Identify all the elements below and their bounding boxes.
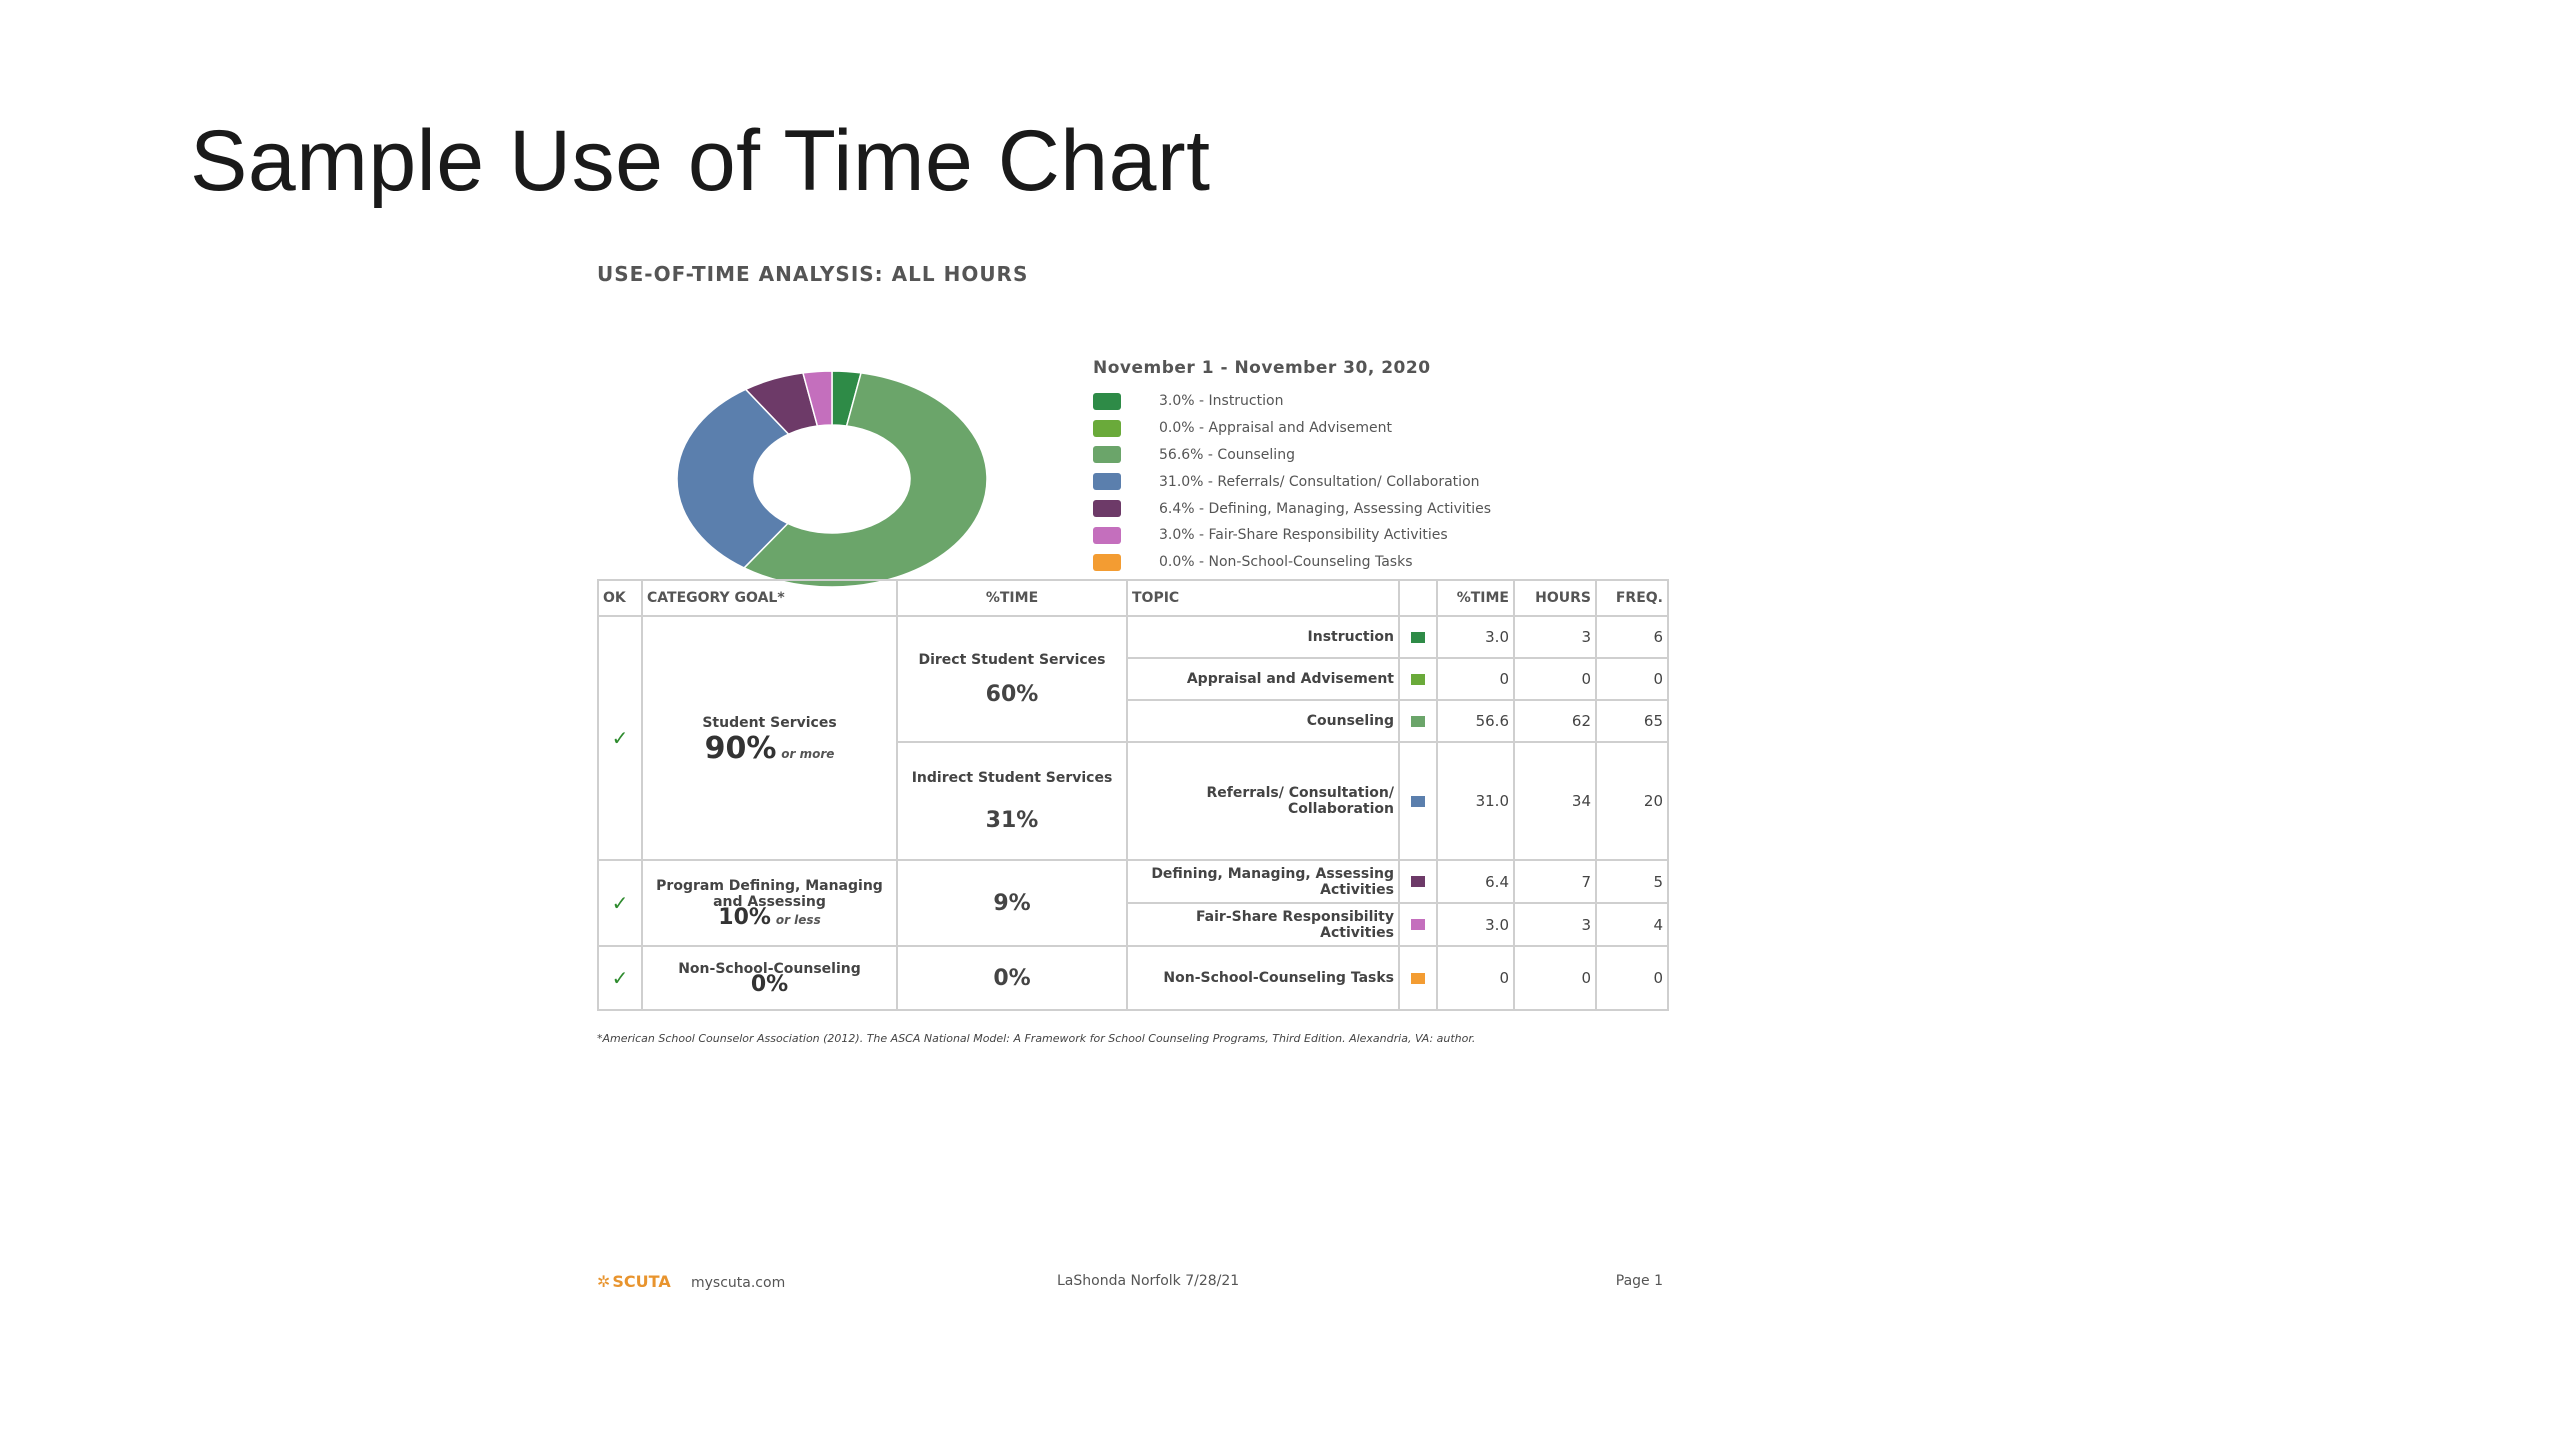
- legend-swatch: [1093, 473, 1121, 490]
- subgroup-percent: 0%: [993, 965, 1031, 991]
- report-document: [597, 262, 1669, 1291]
- footer-author: LaShonda Norfolk 7/28/21: [1057, 1273, 1240, 1289]
- hours-cell: 62: [1514, 700, 1596, 742]
- check-icon: ✓: [598, 860, 642, 946]
- freq-cell: 0: [1596, 658, 1668, 700]
- logo-text: SCUTA: [612, 1272, 671, 1291]
- legend-label: 56.6% - Counseling: [1159, 446, 1295, 463]
- pct-cell: 3.0: [1437, 616, 1514, 658]
- legend-swatch: [1093, 446, 1121, 463]
- pct-cell: 3.0: [1437, 903, 1514, 946]
- color-swatch: [1411, 919, 1425, 930]
- topic-cell: Defining, Managing, Assessing Activities: [1127, 860, 1399, 903]
- goal-qualifier: or more: [781, 746, 835, 761]
- goal-student-services: [642, 616, 897, 860]
- legend-period: November 1 - November 30, 2020: [1093, 358, 1431, 378]
- star-icon: ✲: [597, 1272, 611, 1291]
- chart-legend: [1093, 358, 1491, 576]
- goal-qualifier: or less: [775, 913, 821, 927]
- legend-label: 0.0% - Appraisal and Advisement: [1159, 420, 1393, 437]
- legend-item: [1093, 468, 1491, 495]
- hours-cell: 3: [1514, 903, 1596, 946]
- slide-title: Sample Use of Time Chart: [190, 113, 1211, 209]
- legend-swatch: [1093, 420, 1121, 437]
- header-swatch: [1399, 580, 1437, 616]
- subgroup-label: Direct Student Services: [918, 651, 1106, 668]
- legend-item: [1093, 549, 1491, 576]
- goal-label: Student Services: [702, 714, 837, 731]
- freq-cell: 5: [1596, 860, 1668, 903]
- check-icon: ✓: [598, 946, 642, 1010]
- pct-cell: 0: [1437, 946, 1514, 1010]
- color-swatch: [1411, 876, 1425, 887]
- goals-table: [597, 579, 1669, 1011]
- legend-label: 3.0% - Instruction: [1159, 393, 1284, 410]
- report-title: USE-OF-TIME ANALYSIS: ALL HOURS: [597, 262, 1029, 286]
- pct-cell: 0: [1437, 658, 1514, 700]
- pct-cell: 56.6: [1437, 700, 1514, 742]
- legend-swatch: [1093, 527, 1121, 544]
- header-freq: FREQ.: [1596, 580, 1668, 616]
- legend-label: 0.0% - Non-School-Counseling Tasks: [1159, 554, 1413, 571]
- scuta-logo: [597, 1272, 671, 1291]
- page-footer: [597, 1272, 1669, 1302]
- check-icon: ✓: [598, 616, 642, 860]
- legend-item: [1093, 522, 1491, 549]
- legend-label: 31.0% - Referrals/ Consultation/ Collaboration: [1159, 473, 1480, 490]
- subgroup-percent: 9%: [993, 890, 1031, 916]
- freq-cell: 65: [1596, 700, 1668, 742]
- goal-percent: 0%: [750, 972, 789, 997]
- hours-cell: 0: [1514, 946, 1596, 1010]
- table-row: [598, 860, 1668, 903]
- subgroup-percent: 60%: [985, 681, 1039, 707]
- color-swatch: [1411, 632, 1425, 643]
- subgroup-percent: 31%: [985, 807, 1039, 833]
- hours-cell: 7: [1514, 860, 1596, 903]
- topic-cell: Non-School-Counseling Tasks: [1127, 946, 1399, 1010]
- table-row: [598, 946, 1668, 1010]
- footer-site: myscuta.com: [691, 1275, 786, 1291]
- header-percent-time: %TIME: [897, 580, 1127, 616]
- color-swatch: [1411, 716, 1425, 727]
- header-ok: OK: [598, 580, 642, 616]
- topic-cell: Referrals/ Consultation/ Collaboration: [1127, 742, 1399, 860]
- goal-percent: 90%: [704, 730, 777, 766]
- pct-cell: 6.4: [1437, 860, 1514, 903]
- freq-cell: 20: [1596, 742, 1668, 860]
- color-swatch: [1411, 674, 1425, 685]
- header-topic: TOPIC: [1127, 580, 1399, 616]
- legend-swatch: [1093, 393, 1121, 410]
- hours-cell: 0: [1514, 658, 1596, 700]
- table-row: [598, 616, 1668, 658]
- legend-item: [1093, 388, 1491, 415]
- subgroup-label: Indirect Student Services: [911, 769, 1113, 786]
- goal-label: Program Defining, Managing and Assessing: [656, 878, 883, 910]
- goal-program-defining: [642, 860, 897, 946]
- color-swatch: [1411, 973, 1425, 984]
- chart-area: [597, 286, 1669, 571]
- color-swatch: [1411, 796, 1425, 807]
- hours-cell: 34: [1514, 742, 1596, 860]
- header-category-goal: CATEGORY GOAL*: [642, 580, 897, 616]
- donut-chart: [677, 364, 997, 594]
- pct-cell: 31.0: [1437, 742, 1514, 860]
- header-percent-time-2: %TIME: [1437, 580, 1514, 616]
- legend-item: [1093, 415, 1491, 442]
- legend-item: [1093, 442, 1491, 469]
- topic-cell: Fair-Share Responsibility Activities: [1127, 903, 1399, 946]
- hours-cell: 3: [1514, 616, 1596, 658]
- citation: *American School Counselor Association (2012). The ASCA National Model: A Framework for School Counseling Programs, Third Edition. Alexandria, VA: author.: [597, 1032, 1476, 1045]
- legend-swatch: [1093, 500, 1121, 517]
- topic-cell: Instruction: [1127, 616, 1399, 658]
- freq-cell: 0: [1596, 946, 1668, 1010]
- goal-label: Non-School-Counseling: [678, 961, 861, 977]
- legend-swatch: [1093, 554, 1121, 571]
- footer-page-number: Page 1: [1615, 1273, 1663, 1289]
- topic-cell: Appraisal and Advisement: [1127, 658, 1399, 700]
- legend-label: 6.4% - Defining, Managing, Assessing Activities: [1159, 500, 1492, 517]
- topic-cell: Counseling: [1127, 700, 1399, 742]
- header-hours: HOURS: [1514, 580, 1596, 616]
- goal-percent: 10%: [718, 905, 771, 930]
- freq-cell: 6: [1596, 616, 1668, 658]
- legend-label: 3.0% - Fair-Share Responsibility Activities: [1159, 527, 1448, 544]
- subgroup-indirect-services: [897, 742, 1127, 860]
- freq-cell: 4: [1596, 903, 1668, 946]
- legend-item: [1093, 495, 1491, 522]
- subgroup-direct-services: [897, 616, 1127, 742]
- goal-non-school-counseling: [642, 946, 897, 1010]
